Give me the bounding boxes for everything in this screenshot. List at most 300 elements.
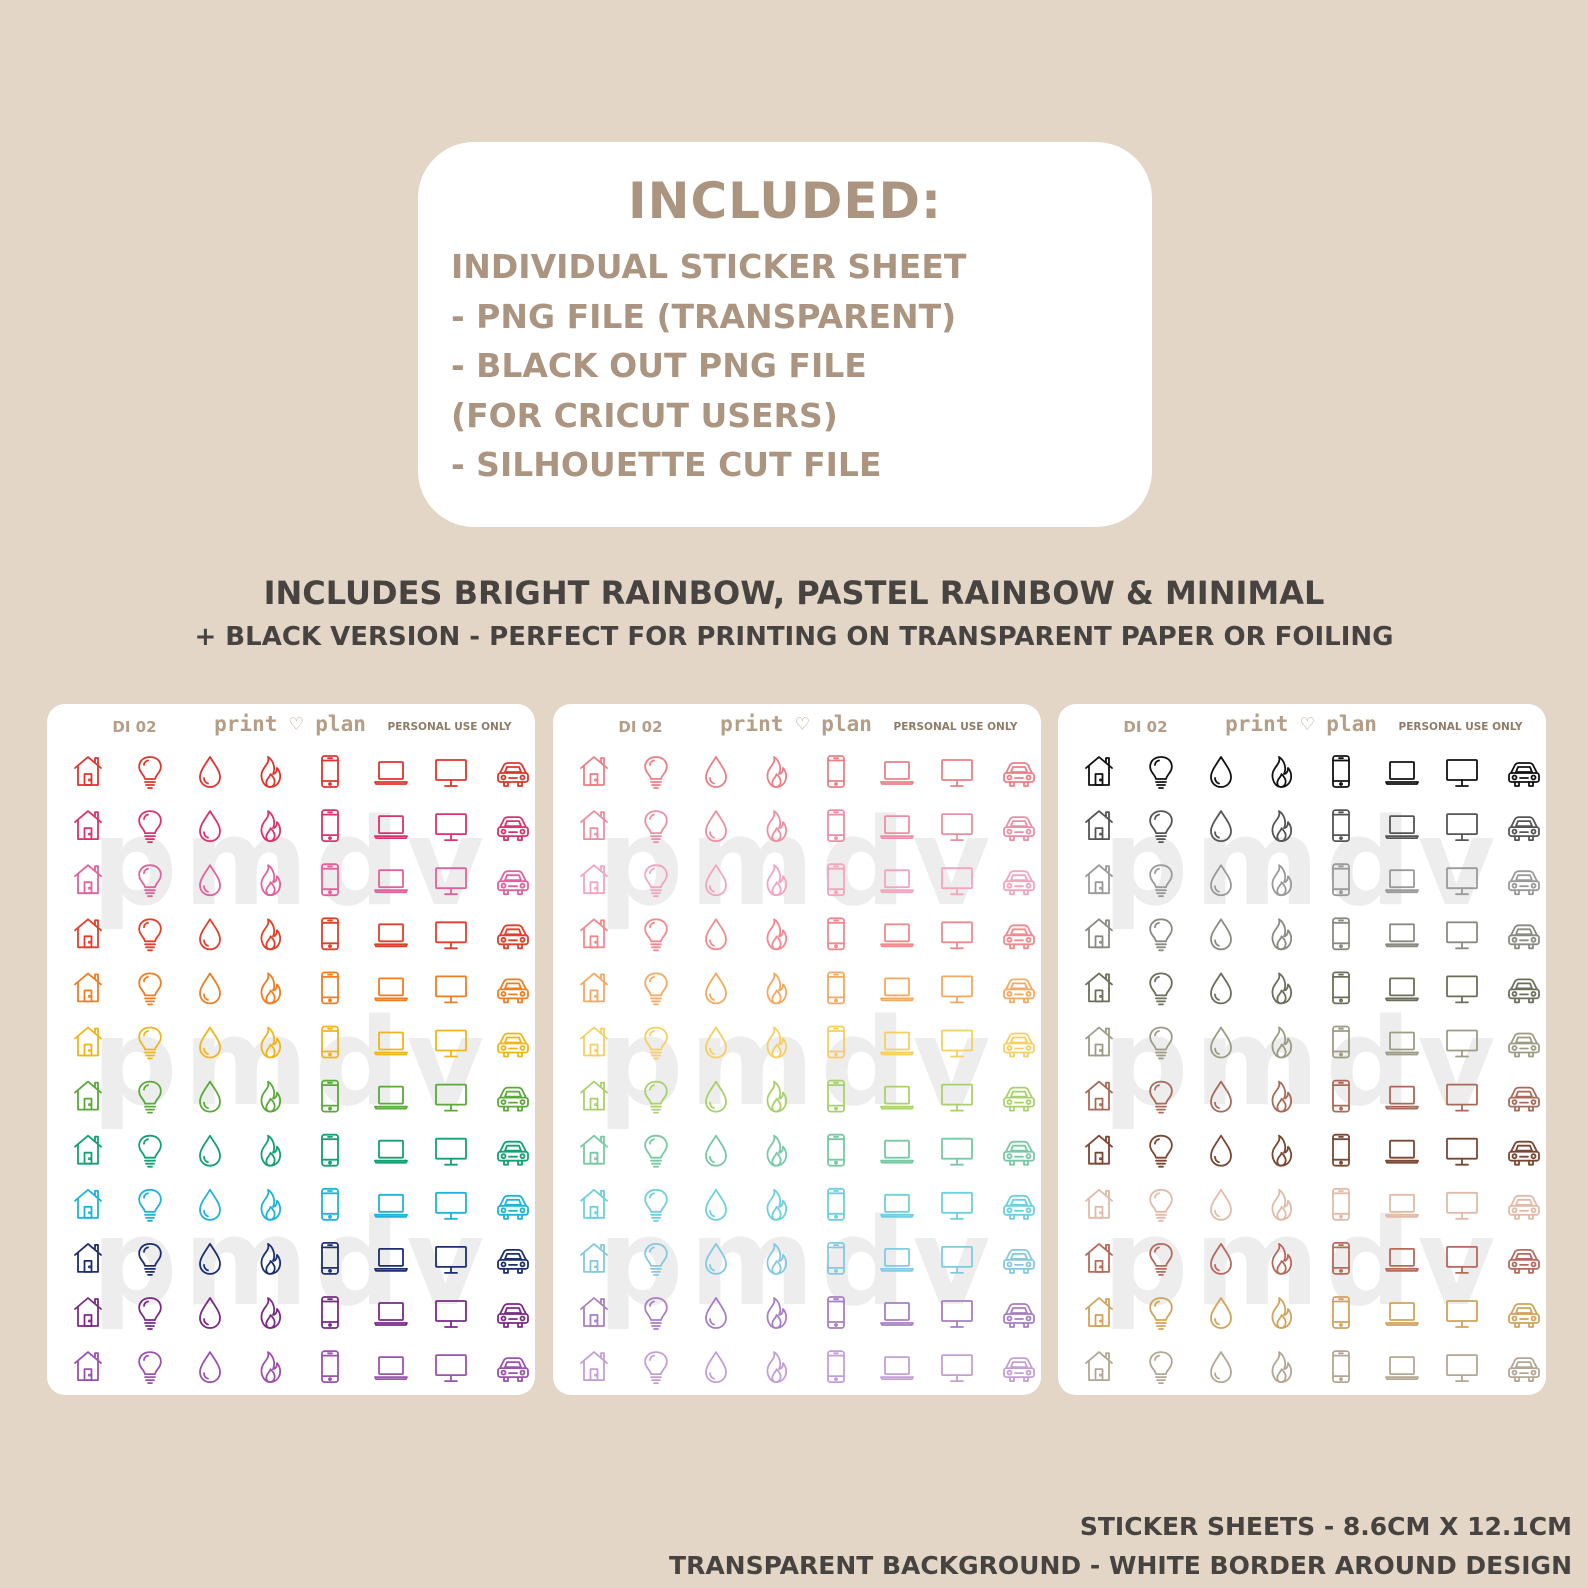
car-icon bbox=[498, 1250, 528, 1273]
phone-icon bbox=[828, 918, 844, 949]
house-icon bbox=[581, 1244, 607, 1272]
laptop-icon bbox=[1386, 1195, 1418, 1217]
phone-icon bbox=[322, 1243, 338, 1274]
monitor-icon bbox=[942, 814, 972, 840]
lightbulb-icon bbox=[139, 865, 161, 896]
watermark: pmdv bbox=[597, 1194, 997, 1333]
phone-icon bbox=[1333, 864, 1349, 895]
water-drop-icon bbox=[1211, 811, 1231, 841]
monitor-icon bbox=[436, 1301, 466, 1327]
car-icon bbox=[1509, 817, 1539, 840]
car-icon bbox=[498, 1142, 528, 1165]
sheet-code: DI 02 bbox=[1123, 718, 1168, 736]
sheet-brand-logo: print ♡ plan bbox=[214, 712, 366, 736]
house-icon bbox=[581, 757, 607, 785]
house-icon bbox=[75, 1244, 101, 1272]
monitor-icon bbox=[942, 1355, 972, 1381]
laptop-icon bbox=[881, 924, 913, 946]
water-drop-icon bbox=[1211, 973, 1231, 1003]
flame-icon bbox=[1272, 1028, 1291, 1058]
water-drop-icon bbox=[1211, 1136, 1231, 1166]
monitor-icon bbox=[1447, 1031, 1477, 1057]
car-icon bbox=[1509, 1250, 1539, 1273]
flame-icon bbox=[261, 1352, 280, 1382]
laptop-icon bbox=[881, 1357, 913, 1379]
house-icon bbox=[1086, 1136, 1112, 1164]
car-icon bbox=[498, 1088, 528, 1111]
monitor-icon bbox=[436, 1355, 466, 1381]
lightbulb-icon bbox=[139, 1352, 161, 1383]
flame-icon bbox=[1272, 1082, 1291, 1112]
water-drop-icon bbox=[200, 1298, 220, 1328]
flame-icon bbox=[261, 1190, 280, 1220]
flame-icon bbox=[767, 1190, 786, 1220]
laptop-icon bbox=[1386, 1087, 1418, 1109]
car-icon bbox=[1509, 1304, 1539, 1327]
lightbulb-icon bbox=[645, 811, 667, 842]
monitor-icon bbox=[1447, 922, 1477, 948]
laptop-icon bbox=[375, 978, 407, 1000]
laptop-icon bbox=[375, 816, 407, 838]
laptop-icon bbox=[881, 978, 913, 1000]
water-drop-icon bbox=[706, 1190, 726, 1220]
sheet-code: DI 02 bbox=[618, 718, 663, 736]
water-drop-icon bbox=[200, 919, 220, 949]
house-icon bbox=[1086, 1190, 1112, 1218]
laptop-icon bbox=[375, 924, 407, 946]
phone-icon bbox=[828, 1189, 844, 1220]
flame-icon bbox=[767, 1298, 786, 1328]
phone-icon bbox=[828, 972, 844, 1003]
lightbulb-icon bbox=[645, 865, 667, 896]
house-icon bbox=[1086, 919, 1112, 947]
car-icon bbox=[1004, 979, 1034, 1002]
flame-icon bbox=[261, 1082, 280, 1112]
phone-icon bbox=[828, 1297, 844, 1328]
monitor-icon bbox=[942, 1085, 972, 1111]
sheet-brand-logo: print ♡ plan bbox=[1225, 712, 1377, 736]
water-drop-icon bbox=[706, 919, 726, 949]
flame-icon bbox=[261, 1298, 280, 1328]
house-icon bbox=[1086, 973, 1112, 1001]
included-item: (FOR CRICUT USERS) bbox=[451, 395, 838, 435]
sheet-note: PERSONAL USE ONLY bbox=[893, 721, 1018, 733]
monitor-icon bbox=[1447, 1193, 1477, 1219]
included-card bbox=[418, 142, 1152, 527]
monitor-icon bbox=[436, 1031, 466, 1057]
lightbulb-icon bbox=[645, 1244, 667, 1275]
water-drop-icon bbox=[706, 973, 726, 1003]
car-icon bbox=[1004, 1304, 1034, 1327]
lightbulb-icon bbox=[1150, 811, 1172, 842]
phone-icon bbox=[322, 972, 338, 1003]
flame-icon bbox=[767, 757, 786, 787]
car-icon bbox=[1004, 871, 1034, 894]
laptop-icon bbox=[1386, 1303, 1418, 1325]
laptop-icon bbox=[1386, 870, 1418, 892]
lightbulb-icon bbox=[139, 811, 161, 842]
flame-icon bbox=[1272, 865, 1291, 895]
car-icon bbox=[1004, 1142, 1034, 1165]
phone-icon bbox=[1333, 972, 1349, 1003]
monitor-icon bbox=[1447, 1085, 1477, 1111]
laptop-icon bbox=[1386, 978, 1418, 1000]
car-icon bbox=[1509, 1088, 1539, 1111]
laptop-icon bbox=[881, 762, 913, 784]
monitor-icon bbox=[436, 868, 466, 894]
house-icon bbox=[75, 973, 101, 1001]
phone-icon bbox=[322, 1297, 338, 1328]
monitor-icon bbox=[436, 1193, 466, 1219]
car-icon bbox=[1509, 925, 1539, 948]
house-icon bbox=[75, 1082, 101, 1110]
phone-icon bbox=[1333, 1081, 1349, 1112]
phone-icon bbox=[828, 810, 844, 841]
sheet-note: PERSONAL USE ONLY bbox=[1398, 721, 1523, 733]
car-icon bbox=[1004, 1034, 1034, 1057]
house-icon bbox=[75, 1298, 101, 1326]
lightbulb-icon bbox=[1150, 1352, 1172, 1383]
car-icon bbox=[1509, 1358, 1539, 1381]
phone-icon bbox=[828, 864, 844, 895]
house-icon bbox=[75, 919, 101, 947]
lightbulb-icon bbox=[139, 1082, 161, 1113]
house-icon bbox=[581, 1352, 607, 1380]
laptop-icon bbox=[375, 1087, 407, 1109]
included-item: - SILHOUETTE CUT FILE bbox=[451, 445, 882, 484]
car-icon bbox=[1509, 1196, 1539, 1219]
laptop-icon bbox=[1386, 1033, 1418, 1055]
house-icon bbox=[75, 1352, 101, 1380]
car-icon bbox=[1004, 1196, 1034, 1219]
phone-icon bbox=[322, 1027, 338, 1058]
flame-icon bbox=[767, 811, 786, 841]
flame-icon bbox=[261, 1028, 280, 1058]
flame-icon bbox=[1272, 1136, 1291, 1166]
house-icon bbox=[1086, 1298, 1112, 1326]
house-icon bbox=[75, 811, 101, 839]
lightbulb-icon bbox=[139, 1244, 161, 1275]
house-icon bbox=[1086, 757, 1112, 785]
house-icon bbox=[1086, 865, 1112, 893]
flame-icon bbox=[1272, 1244, 1291, 1274]
laptop-icon bbox=[375, 1141, 407, 1163]
water-drop-icon bbox=[200, 865, 220, 895]
laptop-icon bbox=[1386, 924, 1418, 946]
laptop-icon bbox=[881, 1195, 913, 1217]
monitor-icon bbox=[436, 1247, 466, 1273]
monitor-icon bbox=[942, 976, 972, 1002]
phone-icon bbox=[322, 1351, 338, 1382]
lightbulb-icon bbox=[645, 1298, 667, 1329]
monitor-icon bbox=[942, 1193, 972, 1219]
monitor-icon bbox=[1447, 1247, 1477, 1273]
lightbulb-icon bbox=[1150, 919, 1172, 950]
flame-icon bbox=[1272, 1298, 1291, 1328]
car-icon bbox=[1509, 979, 1539, 1002]
flame-icon bbox=[767, 1352, 786, 1382]
laptop-icon bbox=[881, 1303, 913, 1325]
watermark: pmdv bbox=[1102, 794, 1502, 933]
lightbulb-icon bbox=[139, 1298, 161, 1329]
water-drop-icon bbox=[200, 1136, 220, 1166]
laptop-icon bbox=[881, 1033, 913, 1055]
flame-icon bbox=[261, 919, 280, 949]
lightbulb-icon bbox=[139, 757, 161, 788]
flame-icon bbox=[261, 1244, 280, 1274]
water-drop-icon bbox=[200, 757, 220, 787]
laptop-icon bbox=[375, 1249, 407, 1271]
car-icon bbox=[498, 1034, 528, 1057]
laptop-icon bbox=[375, 1303, 407, 1325]
phone-icon bbox=[1333, 1351, 1349, 1382]
house-icon bbox=[581, 919, 607, 947]
monitor-icon bbox=[1447, 1139, 1477, 1165]
water-drop-icon bbox=[706, 865, 726, 895]
house-icon bbox=[581, 1190, 607, 1218]
house-icon bbox=[1086, 1028, 1112, 1056]
water-drop-icon bbox=[200, 1352, 220, 1382]
lightbulb-icon bbox=[139, 1136, 161, 1167]
lightbulb-icon bbox=[645, 1352, 667, 1383]
lightbulb-icon bbox=[645, 1082, 667, 1113]
house-icon bbox=[1086, 1244, 1112, 1272]
monitor-icon bbox=[436, 1085, 466, 1111]
car-icon bbox=[498, 979, 528, 1002]
laptop-icon bbox=[1386, 762, 1418, 784]
watermark: pmdv bbox=[91, 794, 491, 933]
footer-size-note: STICKER SHEETS - 8.6CM X 12.1CM bbox=[1079, 1512, 1572, 1541]
phone-icon bbox=[1333, 918, 1349, 949]
monitor-icon bbox=[942, 1301, 972, 1327]
laptop-icon bbox=[375, 762, 407, 784]
included-item: - PNG FILE (TRANSPARENT) bbox=[451, 296, 957, 336]
phone-icon bbox=[1333, 1297, 1349, 1328]
car-icon bbox=[498, 1304, 528, 1327]
sticker-grid bbox=[553, 704, 1041, 1395]
monitor-icon bbox=[436, 814, 466, 840]
sticker-sheet-bright bbox=[47, 704, 535, 1395]
house-icon bbox=[75, 1136, 101, 1164]
house-icon bbox=[1086, 1082, 1112, 1110]
laptop-icon bbox=[881, 1249, 913, 1271]
car-icon bbox=[1509, 871, 1539, 894]
water-drop-icon bbox=[200, 1190, 220, 1220]
lightbulb-icon bbox=[1150, 757, 1172, 788]
flame-icon bbox=[261, 865, 280, 895]
watermark: pmdv bbox=[597, 794, 997, 933]
car-icon bbox=[1004, 763, 1034, 786]
laptop-icon bbox=[1386, 1249, 1418, 1271]
sticker-grid bbox=[1058, 704, 1546, 1395]
lightbulb-icon bbox=[645, 1190, 667, 1221]
watermark: pmdv bbox=[91, 994, 491, 1133]
monitor-icon bbox=[1447, 760, 1477, 786]
car-icon bbox=[1004, 1358, 1034, 1381]
lightbulb-icon bbox=[139, 1190, 161, 1221]
phone-icon bbox=[322, 1135, 338, 1166]
phone-icon bbox=[828, 1081, 844, 1112]
water-drop-icon bbox=[706, 811, 726, 841]
flame-icon bbox=[1272, 1190, 1291, 1220]
house-icon bbox=[581, 973, 607, 1001]
phone-icon bbox=[1333, 1135, 1349, 1166]
flame-icon bbox=[767, 1082, 786, 1112]
water-drop-icon bbox=[1211, 1082, 1231, 1112]
lightbulb-icon bbox=[645, 1028, 667, 1059]
lightbulb-icon bbox=[1150, 1028, 1172, 1059]
laptop-icon bbox=[881, 816, 913, 838]
watermark: pmdv bbox=[1102, 994, 1502, 1133]
lightbulb-icon bbox=[139, 973, 161, 1004]
laptop-icon bbox=[1386, 816, 1418, 838]
phone-icon bbox=[828, 1243, 844, 1274]
flame-icon bbox=[261, 811, 280, 841]
flame-icon bbox=[767, 1136, 786, 1166]
included-item: INDIVIDUAL STICKER SHEET bbox=[451, 247, 967, 286]
watermark: pmdv bbox=[1102, 1194, 1502, 1333]
watermark: pmdv bbox=[91, 1194, 491, 1333]
flame-icon bbox=[261, 1136, 280, 1166]
water-drop-icon bbox=[706, 1028, 726, 1058]
laptop-icon bbox=[375, 1033, 407, 1055]
house-icon bbox=[581, 1298, 607, 1326]
sheet-code: DI 02 bbox=[112, 718, 157, 736]
monitor-icon bbox=[436, 760, 466, 786]
flame-icon bbox=[261, 757, 280, 787]
water-drop-icon bbox=[1211, 1244, 1231, 1274]
phone-icon bbox=[322, 1081, 338, 1112]
sticker-sheet-pastel bbox=[553, 704, 1041, 1395]
house-icon bbox=[75, 757, 101, 785]
included-title: INCLUDED: bbox=[628, 172, 942, 230]
house-icon bbox=[581, 811, 607, 839]
monitor-icon bbox=[436, 1139, 466, 1165]
water-drop-icon bbox=[200, 1082, 220, 1112]
car-icon bbox=[1004, 817, 1034, 840]
laptop-icon bbox=[375, 870, 407, 892]
water-drop-icon bbox=[1211, 1190, 1231, 1220]
monitor-icon bbox=[1447, 976, 1477, 1002]
phone-icon bbox=[1333, 756, 1349, 787]
laptop-icon bbox=[881, 1087, 913, 1109]
water-drop-icon bbox=[706, 1352, 726, 1382]
lightbulb-icon bbox=[139, 1028, 161, 1059]
car-icon bbox=[498, 763, 528, 786]
water-drop-icon bbox=[200, 811, 220, 841]
flame-icon bbox=[767, 919, 786, 949]
flame-icon bbox=[767, 973, 786, 1003]
water-drop-icon bbox=[706, 1244, 726, 1274]
water-drop-icon bbox=[200, 973, 220, 1003]
water-drop-icon bbox=[1211, 1028, 1231, 1058]
house-icon bbox=[1086, 811, 1112, 839]
lightbulb-icon bbox=[645, 919, 667, 950]
flame-icon bbox=[1272, 757, 1291, 787]
laptop-icon bbox=[881, 870, 913, 892]
phone-icon bbox=[1333, 1027, 1349, 1058]
house-icon bbox=[75, 1190, 101, 1218]
phone-icon bbox=[1333, 1189, 1349, 1220]
laptop-icon bbox=[881, 1141, 913, 1163]
flame-icon bbox=[1272, 919, 1291, 949]
lightbulb-icon bbox=[645, 973, 667, 1004]
lightbulb-icon bbox=[1150, 865, 1172, 896]
monitor-icon bbox=[942, 1031, 972, 1057]
water-drop-icon bbox=[1211, 1298, 1231, 1328]
house-icon bbox=[581, 1136, 607, 1164]
flame-icon bbox=[767, 865, 786, 895]
phone-icon bbox=[322, 864, 338, 895]
water-drop-icon bbox=[706, 1298, 726, 1328]
car-icon bbox=[1004, 1088, 1034, 1111]
lightbulb-icon bbox=[139, 919, 161, 950]
monitor-icon bbox=[942, 1247, 972, 1273]
monitor-icon bbox=[1447, 814, 1477, 840]
car-icon bbox=[498, 817, 528, 840]
lightbulb-icon bbox=[645, 1136, 667, 1167]
monitor-icon bbox=[1447, 868, 1477, 894]
house-icon bbox=[581, 1082, 607, 1110]
car-icon bbox=[498, 1196, 528, 1219]
sticker-grid bbox=[47, 704, 535, 1395]
water-drop-icon bbox=[1211, 919, 1231, 949]
lightbulb-icon bbox=[645, 757, 667, 788]
sheet-note: PERSONAL USE ONLY bbox=[387, 721, 512, 733]
lightbulb-icon bbox=[1150, 1082, 1172, 1113]
watermark: pmdv bbox=[597, 994, 997, 1133]
monitor-icon bbox=[942, 922, 972, 948]
house-icon bbox=[581, 865, 607, 893]
phone-icon bbox=[1333, 810, 1349, 841]
sticker-sheet-minimal bbox=[1058, 704, 1546, 1395]
house-icon bbox=[75, 865, 101, 893]
lightbulb-icon bbox=[1150, 1136, 1172, 1167]
car-icon bbox=[1509, 1142, 1539, 1165]
phone-icon bbox=[1333, 1243, 1349, 1274]
water-drop-icon bbox=[200, 1244, 220, 1274]
water-drop-icon bbox=[1211, 865, 1231, 895]
phone-icon bbox=[322, 810, 338, 841]
car-icon bbox=[498, 871, 528, 894]
water-drop-icon bbox=[200, 1028, 220, 1058]
water-drop-icon bbox=[1211, 1352, 1231, 1382]
monitor-icon bbox=[942, 760, 972, 786]
monitor-icon bbox=[1447, 1301, 1477, 1327]
house-icon bbox=[75, 1028, 101, 1056]
phone-icon bbox=[828, 1351, 844, 1382]
laptop-icon bbox=[375, 1357, 407, 1379]
phone-icon bbox=[828, 1027, 844, 1058]
car-icon bbox=[1509, 763, 1539, 786]
lightbulb-icon bbox=[1150, 1298, 1172, 1329]
monitor-icon bbox=[436, 976, 466, 1002]
phone-icon bbox=[828, 756, 844, 787]
headline-secondary: + BLACK VERSION - PERFECT FOR PRINTING ON TRANSPARENT PAPER OR FOILING bbox=[194, 622, 1394, 652]
monitor-icon bbox=[1447, 1355, 1477, 1381]
footer-background-note: TRANSPARENT BACKGROUND - WHITE BORDER AROUND DESIGN bbox=[669, 1551, 1572, 1580]
headline-primary: INCLUDES BRIGHT RAINBOW, PASTEL RAINBOW & MINIMAL bbox=[263, 574, 1325, 612]
phone-icon bbox=[322, 1189, 338, 1220]
monitor-icon bbox=[942, 868, 972, 894]
included-list bbox=[451, 242, 966, 490]
phone-icon bbox=[322, 918, 338, 949]
water-drop-icon bbox=[706, 757, 726, 787]
lightbulb-icon bbox=[1150, 1244, 1172, 1275]
car-icon bbox=[1004, 925, 1034, 948]
flame-icon bbox=[261, 973, 280, 1003]
flame-icon bbox=[1272, 811, 1291, 841]
